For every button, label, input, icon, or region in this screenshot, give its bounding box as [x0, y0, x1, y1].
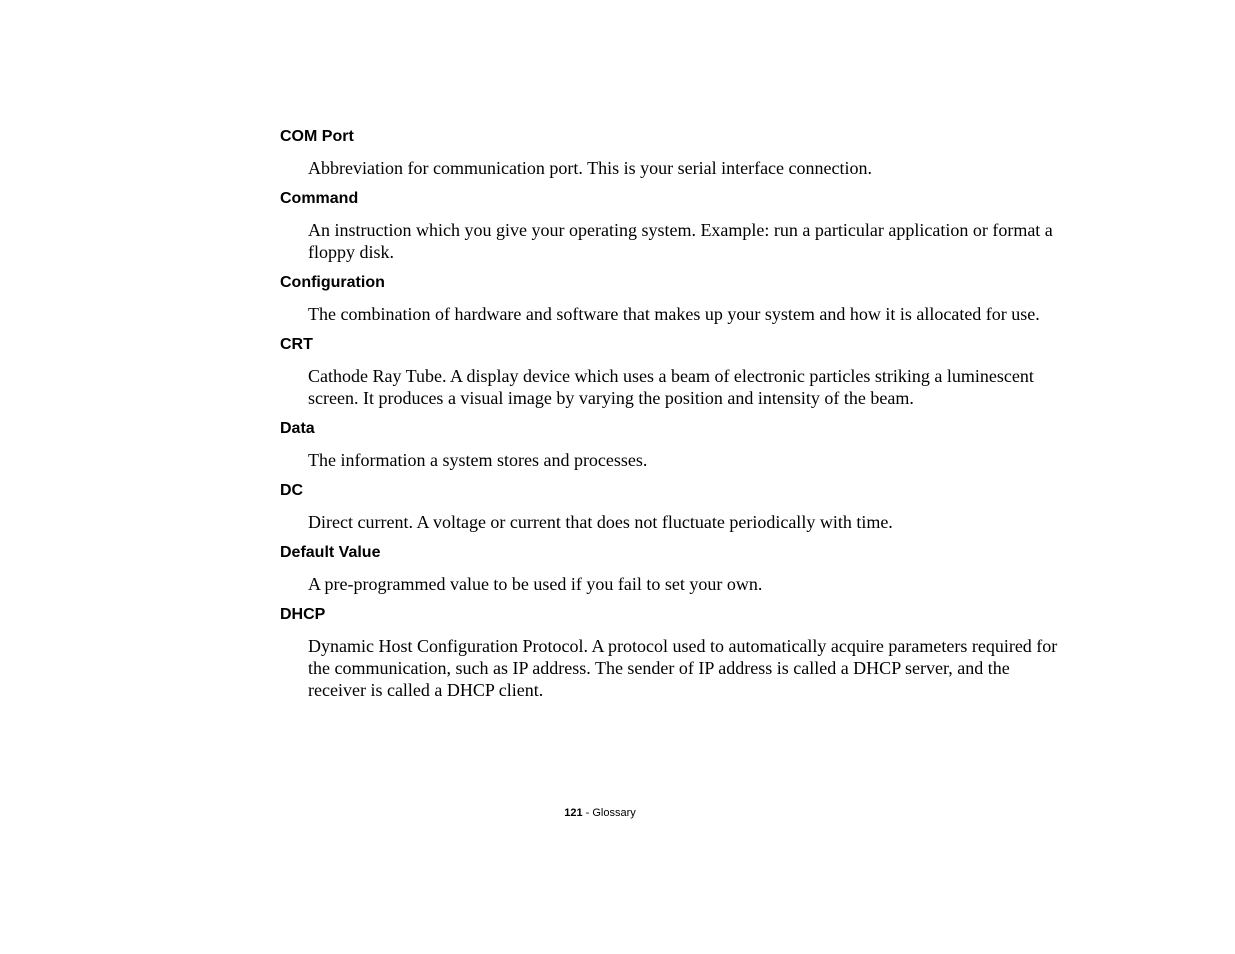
glossary-term: Default Value	[280, 544, 381, 561]
glossary-term: Data	[280, 420, 315, 437]
page-number: 121	[564, 807, 583, 819]
footer-section-label: - Glossary	[582, 807, 636, 819]
glossary-definition: A pre-programmed value to be used if you fail to set your own.	[308, 574, 763, 594]
glossary-term: DC	[280, 482, 304, 499]
glossary-definition: The combination of hardware and software that makes up your system and how it is allocated for use.	[308, 304, 1040, 324]
glossary-term: COM Port	[280, 128, 354, 145]
glossary-definition: Cathode Ray Tube. A display device which uses a beam of electronic particles striking a luminescent screen. It produces a visual image by varying the position and intensity of the beam.	[308, 366, 1034, 408]
glossary-definition: Dynamic Host Configuration Protocol. A protocol used to automatically acquire parameters required for the communication, such as IP address. The sender of IP address is called a DHCP server, and the receiver is called a DHCP client.	[308, 636, 1058, 700]
glossary-term: CRT	[280, 336, 313, 353]
glossary-term: DHCP	[280, 606, 326, 623]
glossary-term: Configuration	[280, 274, 385, 291]
page-footer	[0, 806, 1200, 820]
glossary-definition: An instruction which you give your operating system. Example: run a particular application or format a floppy disk.	[308, 220, 1053, 262]
glossary-term: Command	[280, 190, 359, 207]
glossary-definition: Direct current. A voltage or current that does not fluctuate periodically with time.	[308, 512, 893, 532]
glossary-definition: Abbreviation for communication port. This is your serial interface connection.	[308, 158, 873, 178]
glossary-content	[280, 127, 1070, 711]
glossary-definition: The information a system stores and processes.	[308, 450, 648, 470]
